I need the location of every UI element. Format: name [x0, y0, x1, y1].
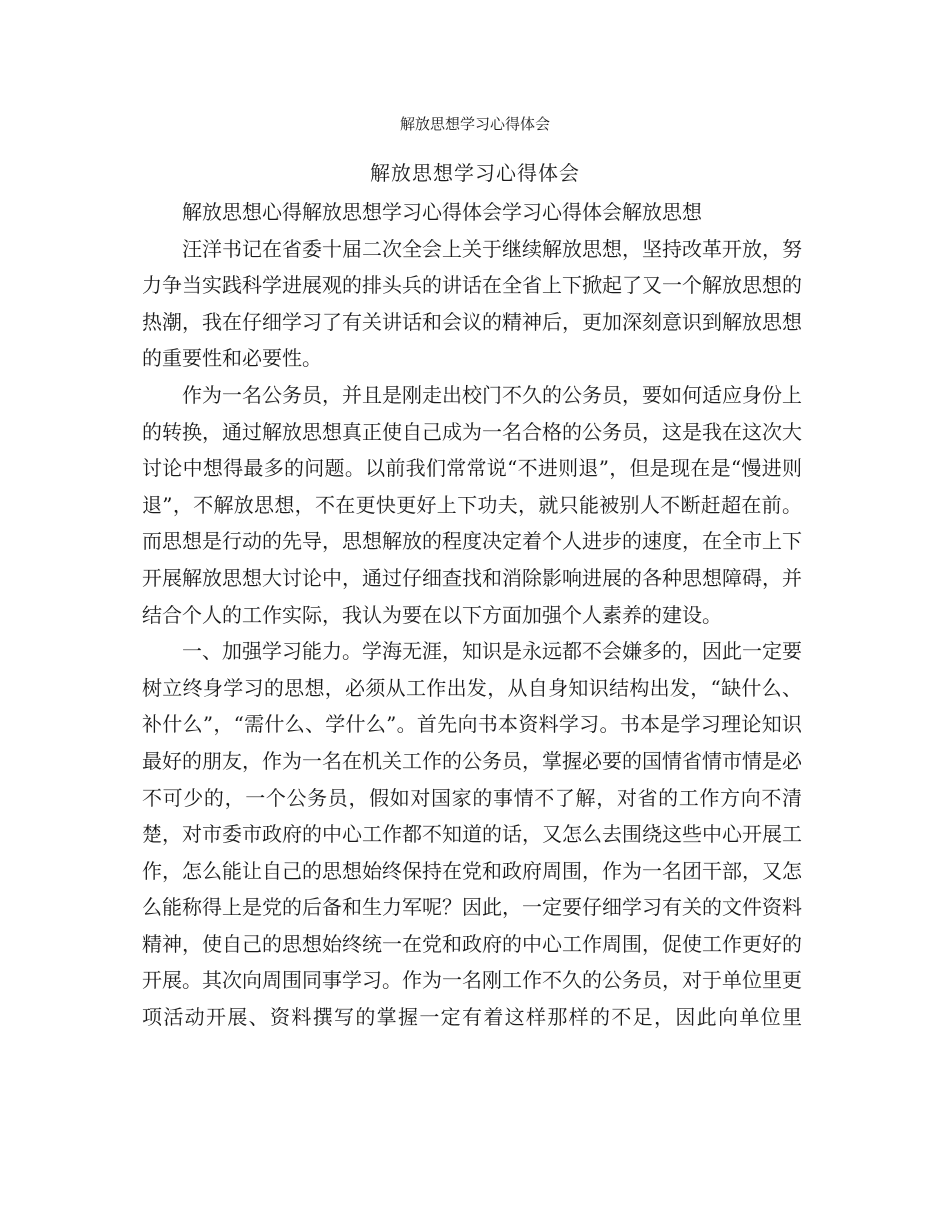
body-paragraph-reflection: 作为一名公务员，并且是刚走出校门不久的公务员，要如何适应身份上的转换，通过解放思想真正使自己成为一名合格的公务员，这是我在这次大讨论中想得最多的问题。以前我们常常说“不进则退”，但是现在是“慢进则退”，不解放思想，不在更快更好上下功夫，就只能被别人不断赶超在前。而思想是行动的先导，思想解放的程度决定着个人进步的速度，在全市上下开展解放思想大讨论中，通过仔细查找和消除影响进展的各种思想障碍，并结合个人的工作实际，我认为要在以下方面加强个人素养的建设。 — [142, 382, 802, 627]
running-header: 解放思想学习心得体会 — [399, 115, 550, 133]
document-body — [142, 194, 802, 1036]
body-paragraph-intro: 汪洋书记在省委十届二次全会上关于继续解放思想，坚持改革开放，努力争当实践科学进展观的排头兵的讲话在全省上下掀起了又一个解放思想的热潮，我在仔细学习了有关讲话和会议的精神后，更加深刻意识到解放思想的重要性和必要性。 — [142, 236, 802, 371]
document-title: 解放思想学习心得体会 — [370, 161, 580, 185]
subtitle-keywords-paragraph: 解放思想心得解放思想学习心得体会学习心得体会解放思想 — [182, 200, 702, 224]
body-paragraph-learning: 一、加强学习能力。学海无涯，知识是永远都不会嫌多的，因此一定要树立终身学习的思想，必须从工作出发，从自身知识结构出发，“缺什么、补什么”，“需什么、学什么”。首先向书本资料学习。书本是学习理论知识最好的朋友，作为一名在机关工作的公务员，掌握必要的国情省情市情是必不可少的，一个公务员，假如对国家的事情不了解，对省的工作方向不清楚，对市委市政府的中心工作都不知道的话，又怎么去围绕这些中心开展工作，怎么能让自己的思想始终保持在党和政府周围，作为一名团干部，又怎么能称得上是党的后备和生力军呢？因此，一定要仔细学习有关的文件资料精神，使自己的思想始终统一在党和政府的中心工作周围，促使工作更好的开展。其次向周围同事学习。作为一名刚工作不久的公务员，对于单位里更项活动开展、资料撰写的掌握一定有着这样那样的不足，因此向单位里 — [142, 639, 802, 1030]
